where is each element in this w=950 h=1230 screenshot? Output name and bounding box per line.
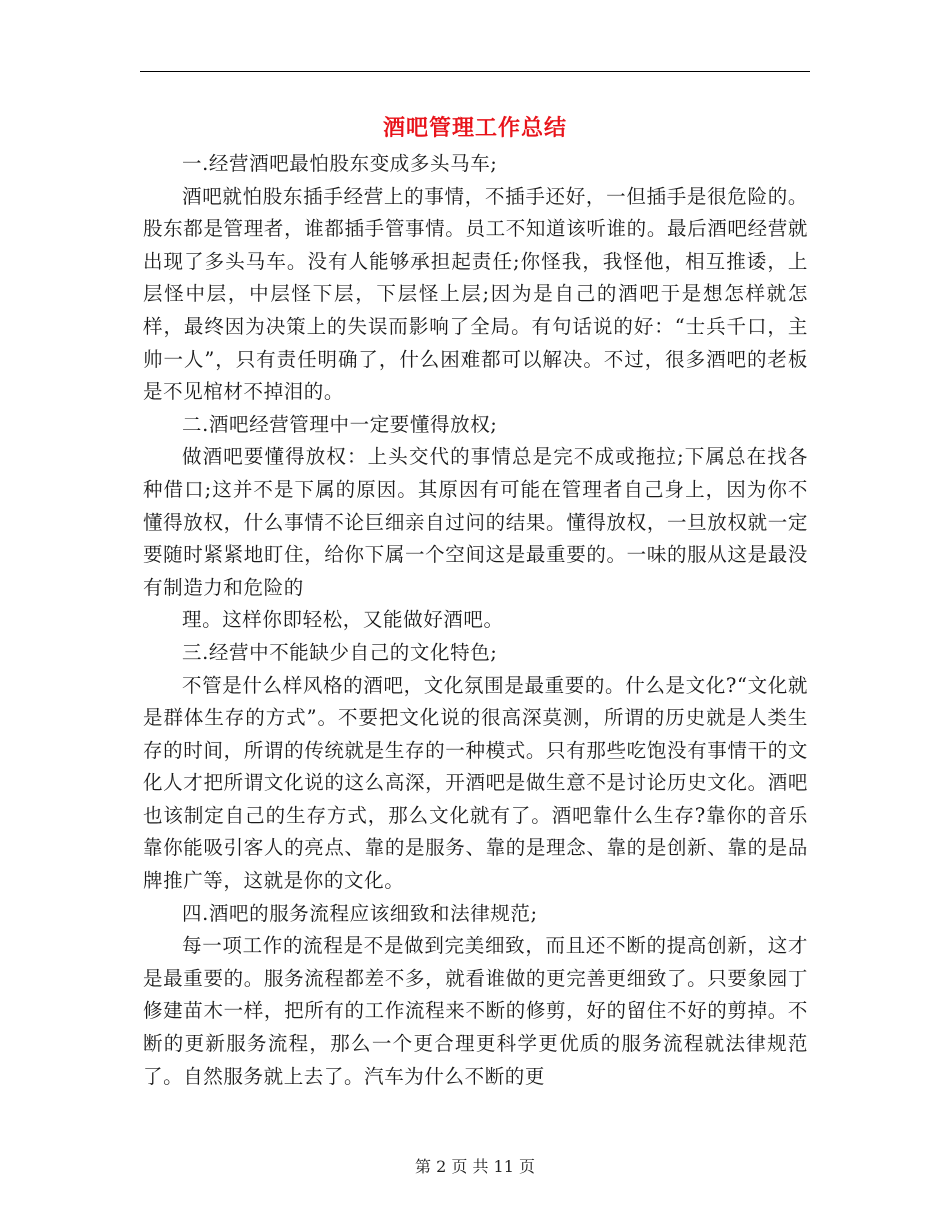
paragraph-4: 每一项工作的流程是不是做到完美细致，而且还不断的提高创新，这才是最重要的。服务流程都差不多，就看谁做的更完善更细致了。只要象园丁修建苗木一样，把所有的工作流程来不断的修剪，好的留住不好的剪掉。不断的更新服务流程，那么一个更合理更科学更优质的服务流程就法律规范了。自然服务就上去了。汽车为什么不断的更 [143,934,808,1088]
document-body [143,148,808,1093]
section-heading-1: 一.经营酒吧最怕股东变成多头马车; [182,152,498,175]
header-rule [140,71,810,72]
paragraph-3: 不管是什么样风格的酒吧，文化氛围是最重要的。什么是文化?“文化就是群体生存的方式”。不要把文化说的很高深莫测，所谓的历史就是人类生存的时间，所谓的传统就是生存的一种模式。只有那些吃饱没有事情干的文化人才把所谓文化说的这么高深，开酒吧是做生意不是讨论历史文化。酒吧也该制定自己的生存方式，那么文化就有了。酒吧靠什么生存?靠你的音乐靠你能吸引客人的亮点、靠的是服务、靠的是理念、靠的是创新、靠的是品牌推广等，这就是你的文化。 [143,673,808,893]
section-heading-4: 四.酒吧的服务流程应该细致和法律规范; [182,901,538,925]
section-heading-3: 三.经营中不能缺少自己的文化特色; [182,640,498,664]
document-title: 酒吧管理工作总结 [382,116,567,141]
section-heading-2: 二.酒吧经营管理中一定要懂得放权; [182,412,498,436]
paragraph-1: 酒吧就怕股东插手经营上的事情，不插手还好，一但插手是很危险的。股东都是管理者，谁都插手管事情。员工不知道该听谁的。最后酒吧经营就出现了多头马车。没有人能够承担起责任;你怪我，我怪他，相互推诿，上层怪中层，中层怪下层，下层怪上层;因为是自己的酒吧于是想怎样就怎样，最终因为决策上的失误而影响了全局。有句话说的好：“士兵千口，主帅一人”，只有责任明确了，什么困难都可以解决。不过，很多酒吧的老板是不见棺材不掉泪的。 [143,184,808,404]
paragraph-2-continued: 理。这样你即轻松，又能做好酒吧。 [182,608,504,632]
paragraph-2: 做酒吧要懂得放权：上头交代的事情总是完不成或拖拉;下属总在找各种借口;这并不是下属的原因。其原因有可能在管理者自己身上，因为你不懂得放权，什么事情不论巨细亲自过问的结果。懂得放权，一旦放权就一定要随时紧紧地盯住，给你下属一个空间这是最重要的。一味的服从这是最没有制造力和危险的 [143,445,808,599]
page-number-footer: 第 2 页 共 11 页 [415,1157,535,1176]
